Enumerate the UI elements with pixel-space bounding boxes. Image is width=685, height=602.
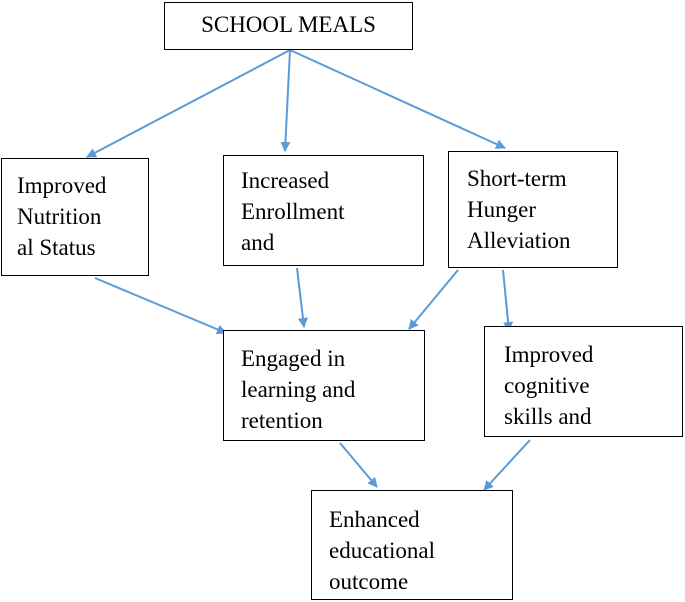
node-school-meals	[164, 2, 413, 50]
node-label-line: and	[241, 230, 275, 255]
node-label-line: Enhanced	[329, 507, 420, 532]
node-label-line: cognitive	[504, 373, 590, 398]
node-label-line: Enrollment	[241, 199, 345, 224]
node-improved-nutritional-status	[1, 158, 149, 276]
node-short-term-hunger-alleviation	[448, 151, 618, 268]
edge-engaged-to-enhanced	[340, 443, 377, 487]
node-label-line: Increased	[241, 168, 330, 193]
edge-cognitive-to-enhanced	[484, 440, 530, 490]
node-label-line: skills and	[504, 404, 592, 429]
node-label-line: Improved	[17, 173, 107, 198]
node-label-line: retention	[241, 408, 323, 433]
node-increased-enrollment	[223, 155, 424, 266]
edge-hunger-to-cognitive	[503, 270, 509, 331]
node-label-line: Engaged in	[241, 346, 346, 371]
edge-hunger-to-engaged	[409, 270, 458, 329]
edge-enrollment-to-engaged	[297, 268, 304, 327]
node-enhanced-educational-outcome	[311, 490, 513, 600]
node-label-line: al Status	[17, 235, 96, 260]
node-label-line: Alleviation	[467, 228, 571, 253]
node-label-line: Nutrition	[17, 204, 102, 229]
node-label-line: SCHOOL MEALS	[201, 12, 376, 37]
edge-nutrition-to-engaged	[95, 278, 226, 333]
node-label-line: Short-term	[467, 166, 567, 191]
edge-school-to-enrollment	[285, 50, 290, 151]
node-label-line: educational	[329, 538, 436, 563]
node-label-line: outcome	[329, 569, 409, 594]
node-label-line: Improved	[504, 342, 594, 367]
edge-school-to-hunger	[290, 50, 505, 148]
node-engaged-in-learning	[223, 330, 425, 441]
node-label-line: learning and	[241, 377, 356, 402]
node-improved-cognitive-skills	[484, 326, 683, 437]
node-label-line: Hunger	[467, 197, 536, 222]
edge-school-to-nutrition	[87, 50, 290, 157]
